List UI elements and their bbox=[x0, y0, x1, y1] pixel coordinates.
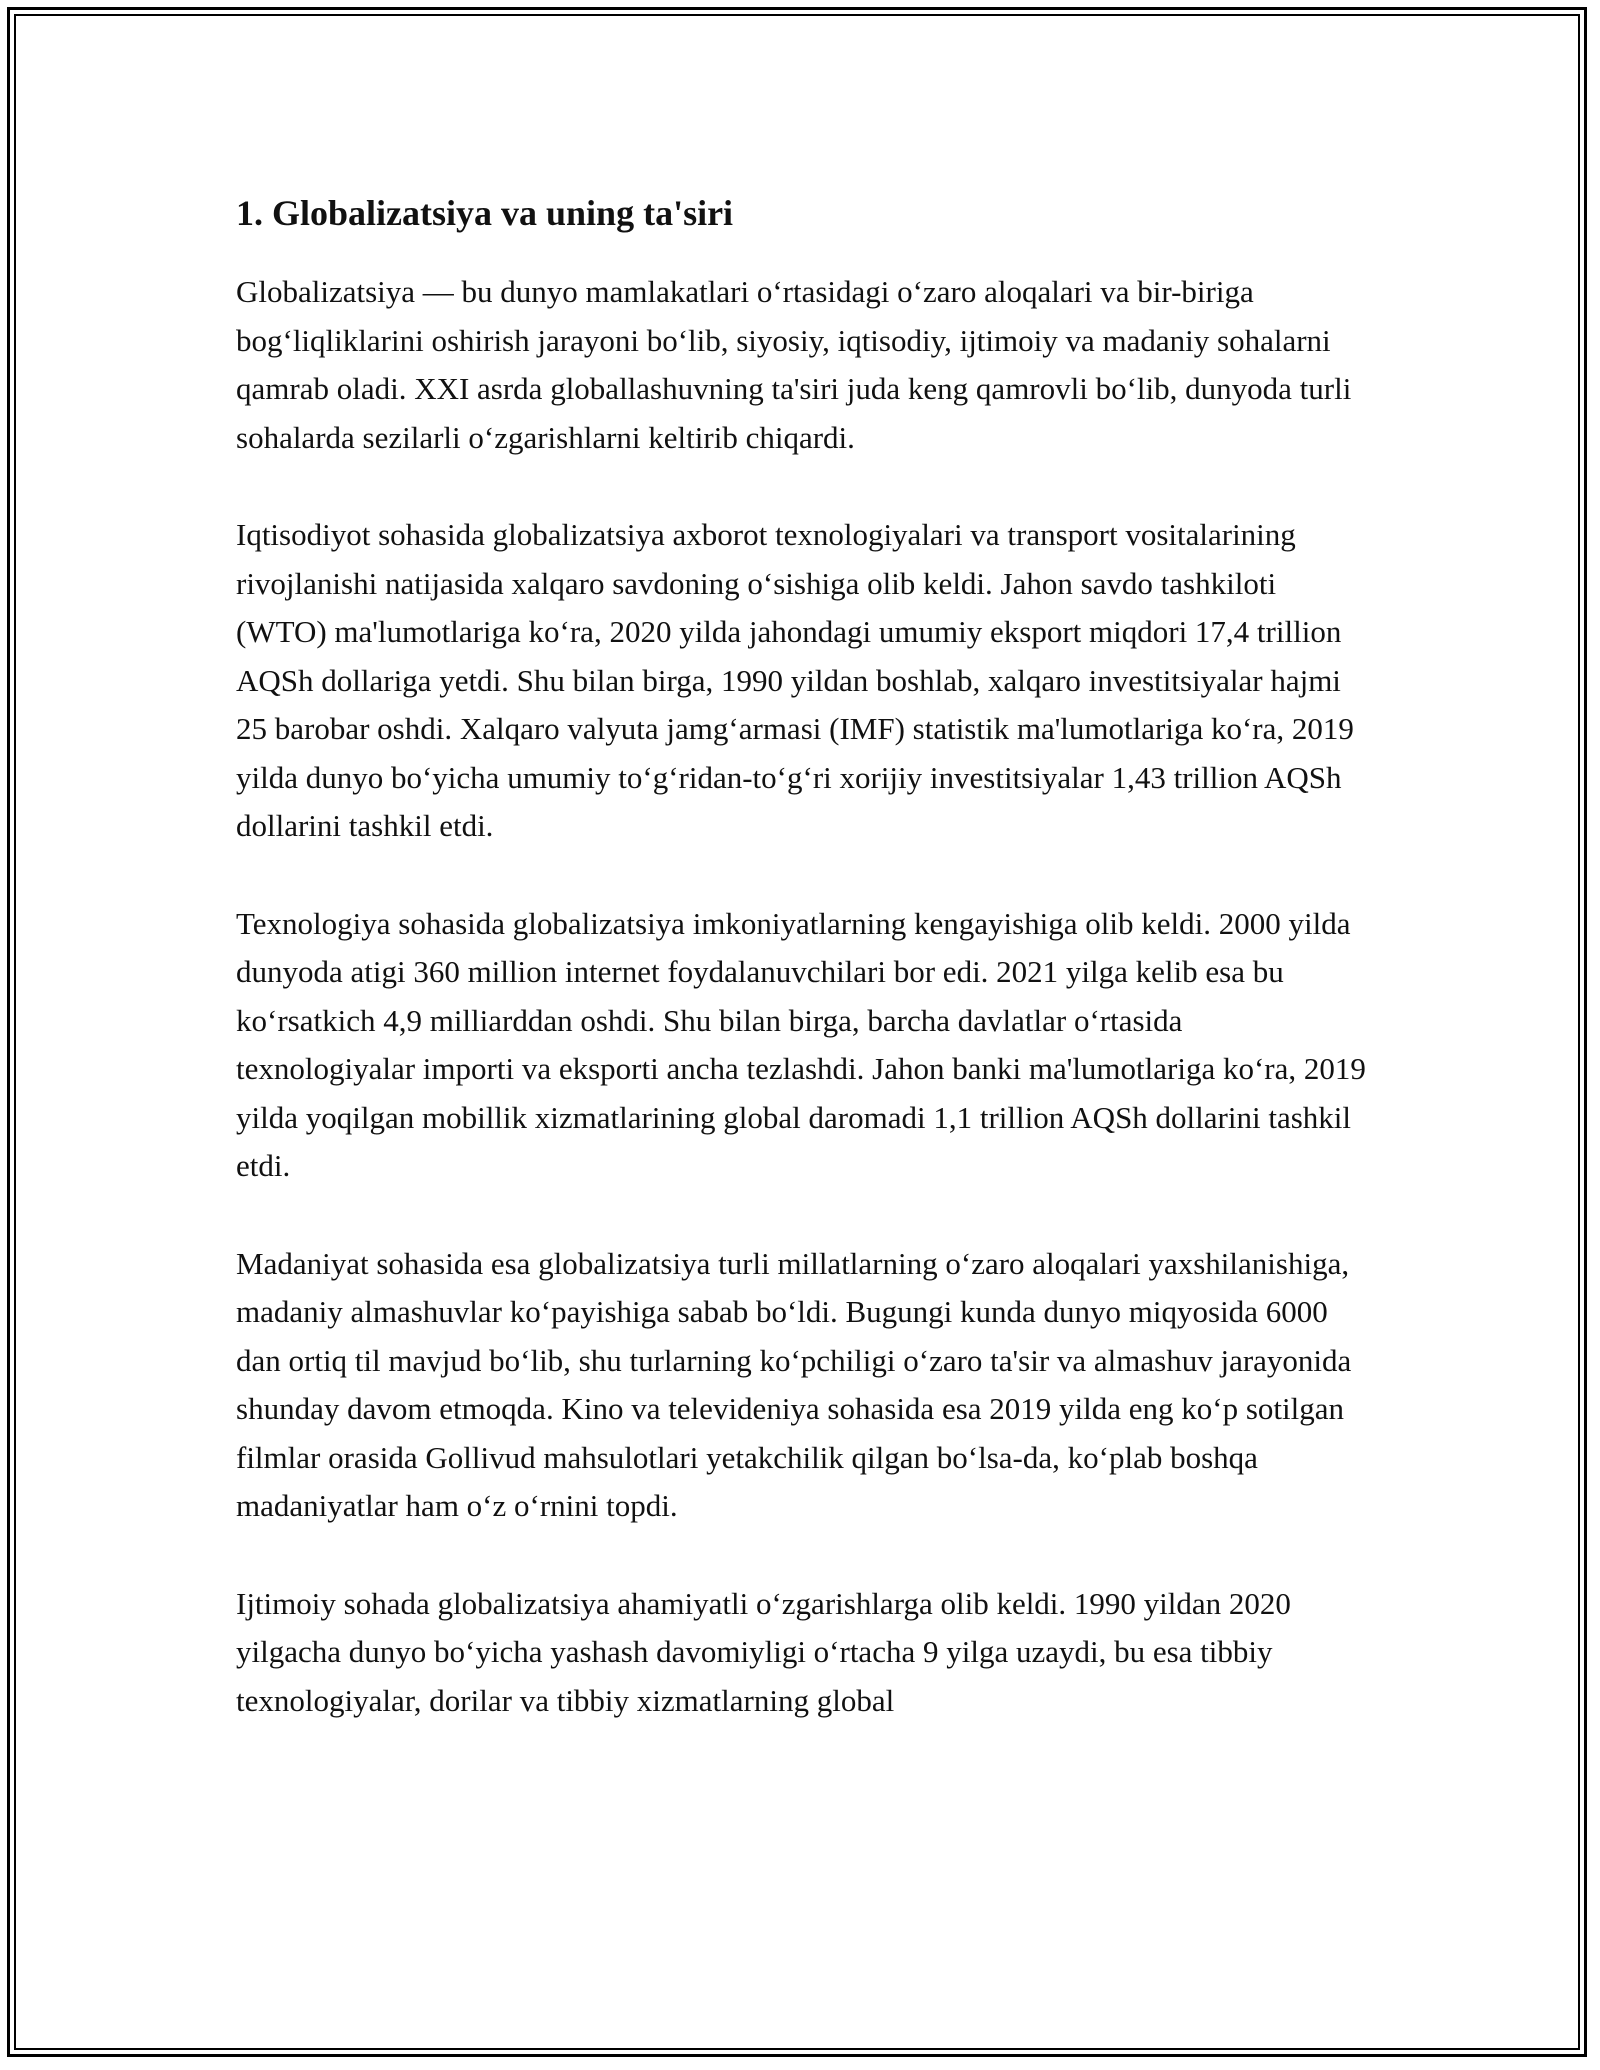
paragraph-intro: Globalizatsiya — bu dunyo mamlakatlari o‘rtasidagi o‘zaro aloqalari va bir-biriga bog‘liqliklarini oshirish jarayoni bo‘lib, siyosiy, iqtisodiy, ijtimoiy va madaniy sohalarni qamrab oladi. XXI asrda globallashuvning ta'siri juda keng qamrovli bo‘lib, dunyoda turli sohalarda sezilarli o‘zgarishlarni keltirib chiqardi. bbox=[236, 274, 1352, 455]
paragraph-social: Ijtimoiy sohada globalizatsiya ahamiyatli o‘zgarishlarga olib keldi. 1990 yildan 2020 yilgacha dunyo bo‘yicha yashash davomiyligi o‘rtacha 9 yilga uzaydi, bu esa tibbiy texnologiyalar, dorilar va tibbiy xizmatlarning global bbox=[236, 1585, 1291, 1718]
document-body bbox=[236, 186, 1366, 1774]
paragraph-economy: Iqtisodiyot sohasida globalizatsiya axborot texnologiyalari va transport vositalarining rivojlanishi natijasida xalqaro savdoning o‘sishiga olib keldi. Jahon savdo tashkiloti (WTO) ma'lumotlariga ko‘ra, 2020 yilda jahondagi umumiy eksport miqdori 17,4 trillion AQSh dollariga yetdi. Shu bilan birga, 1990 yildan boshlab, xalqaro investitsiyalar hajmi 25 barobar oshdi. Xalqaro valyuta jamg‘armasi (IMF) statistik ma'lumotlariga ko‘ra, 2019 yilda dunyo bo‘yicha umumiy to‘g‘ridan-to‘g‘ri xorijiy investitsiyalar 1,43 trillion AQSh dollarini tashkil etdi. bbox=[236, 517, 1354, 843]
paragraph-technology: Texnologiya sohasida globalizatsiya imkoniyatlarning kengayishiga olib keldi. 2000 yilda dunyoda atigi 360 million internet foydalanuvchilari bor edi. 2021 yilga kelib esa bu ko‘rsatkich 4,9 milliarddan oshdi. Shu bilan birga, barcha davlatlar o‘rtasida texnologiyalar importi va eksporti ancha tezlashdi. Jahon banki ma'lumotlariga ko‘ra, 2019 yilda yoqilgan mobillik xizmatlarining global daromadi 1,1 trillion AQSh dollarini tashkil etdi. bbox=[236, 905, 1366, 1183]
paragraph-culture: Madaniyat sohasida esa globalizatsiya turli millatlarning o‘zaro aloqalari yaxshilanishiga, madaniy almashuvlar ko‘payishiga sabab bo‘ldi. Bugungi kunda dunyo miqyosida 6000 dan ortiq til mavjud bo‘lib, shu turlarning ko‘pchiligi o‘zaro ta'sir va almashuv jarayonida shunday davom etmoqda. Kino va televideniya sohasida esa 2019 yilda eng ko‘p sotilgan filmlar orasida Gollivud mahsulotlari yetakchilik qilgan bo‘lsa-da, ko‘plab boshqa madaniyatlar ham o‘z o‘rnini topdi. bbox=[236, 1245, 1352, 1523]
section-heading: 1. Globalizatsiya va uning ta'siri bbox=[236, 193, 734, 233]
